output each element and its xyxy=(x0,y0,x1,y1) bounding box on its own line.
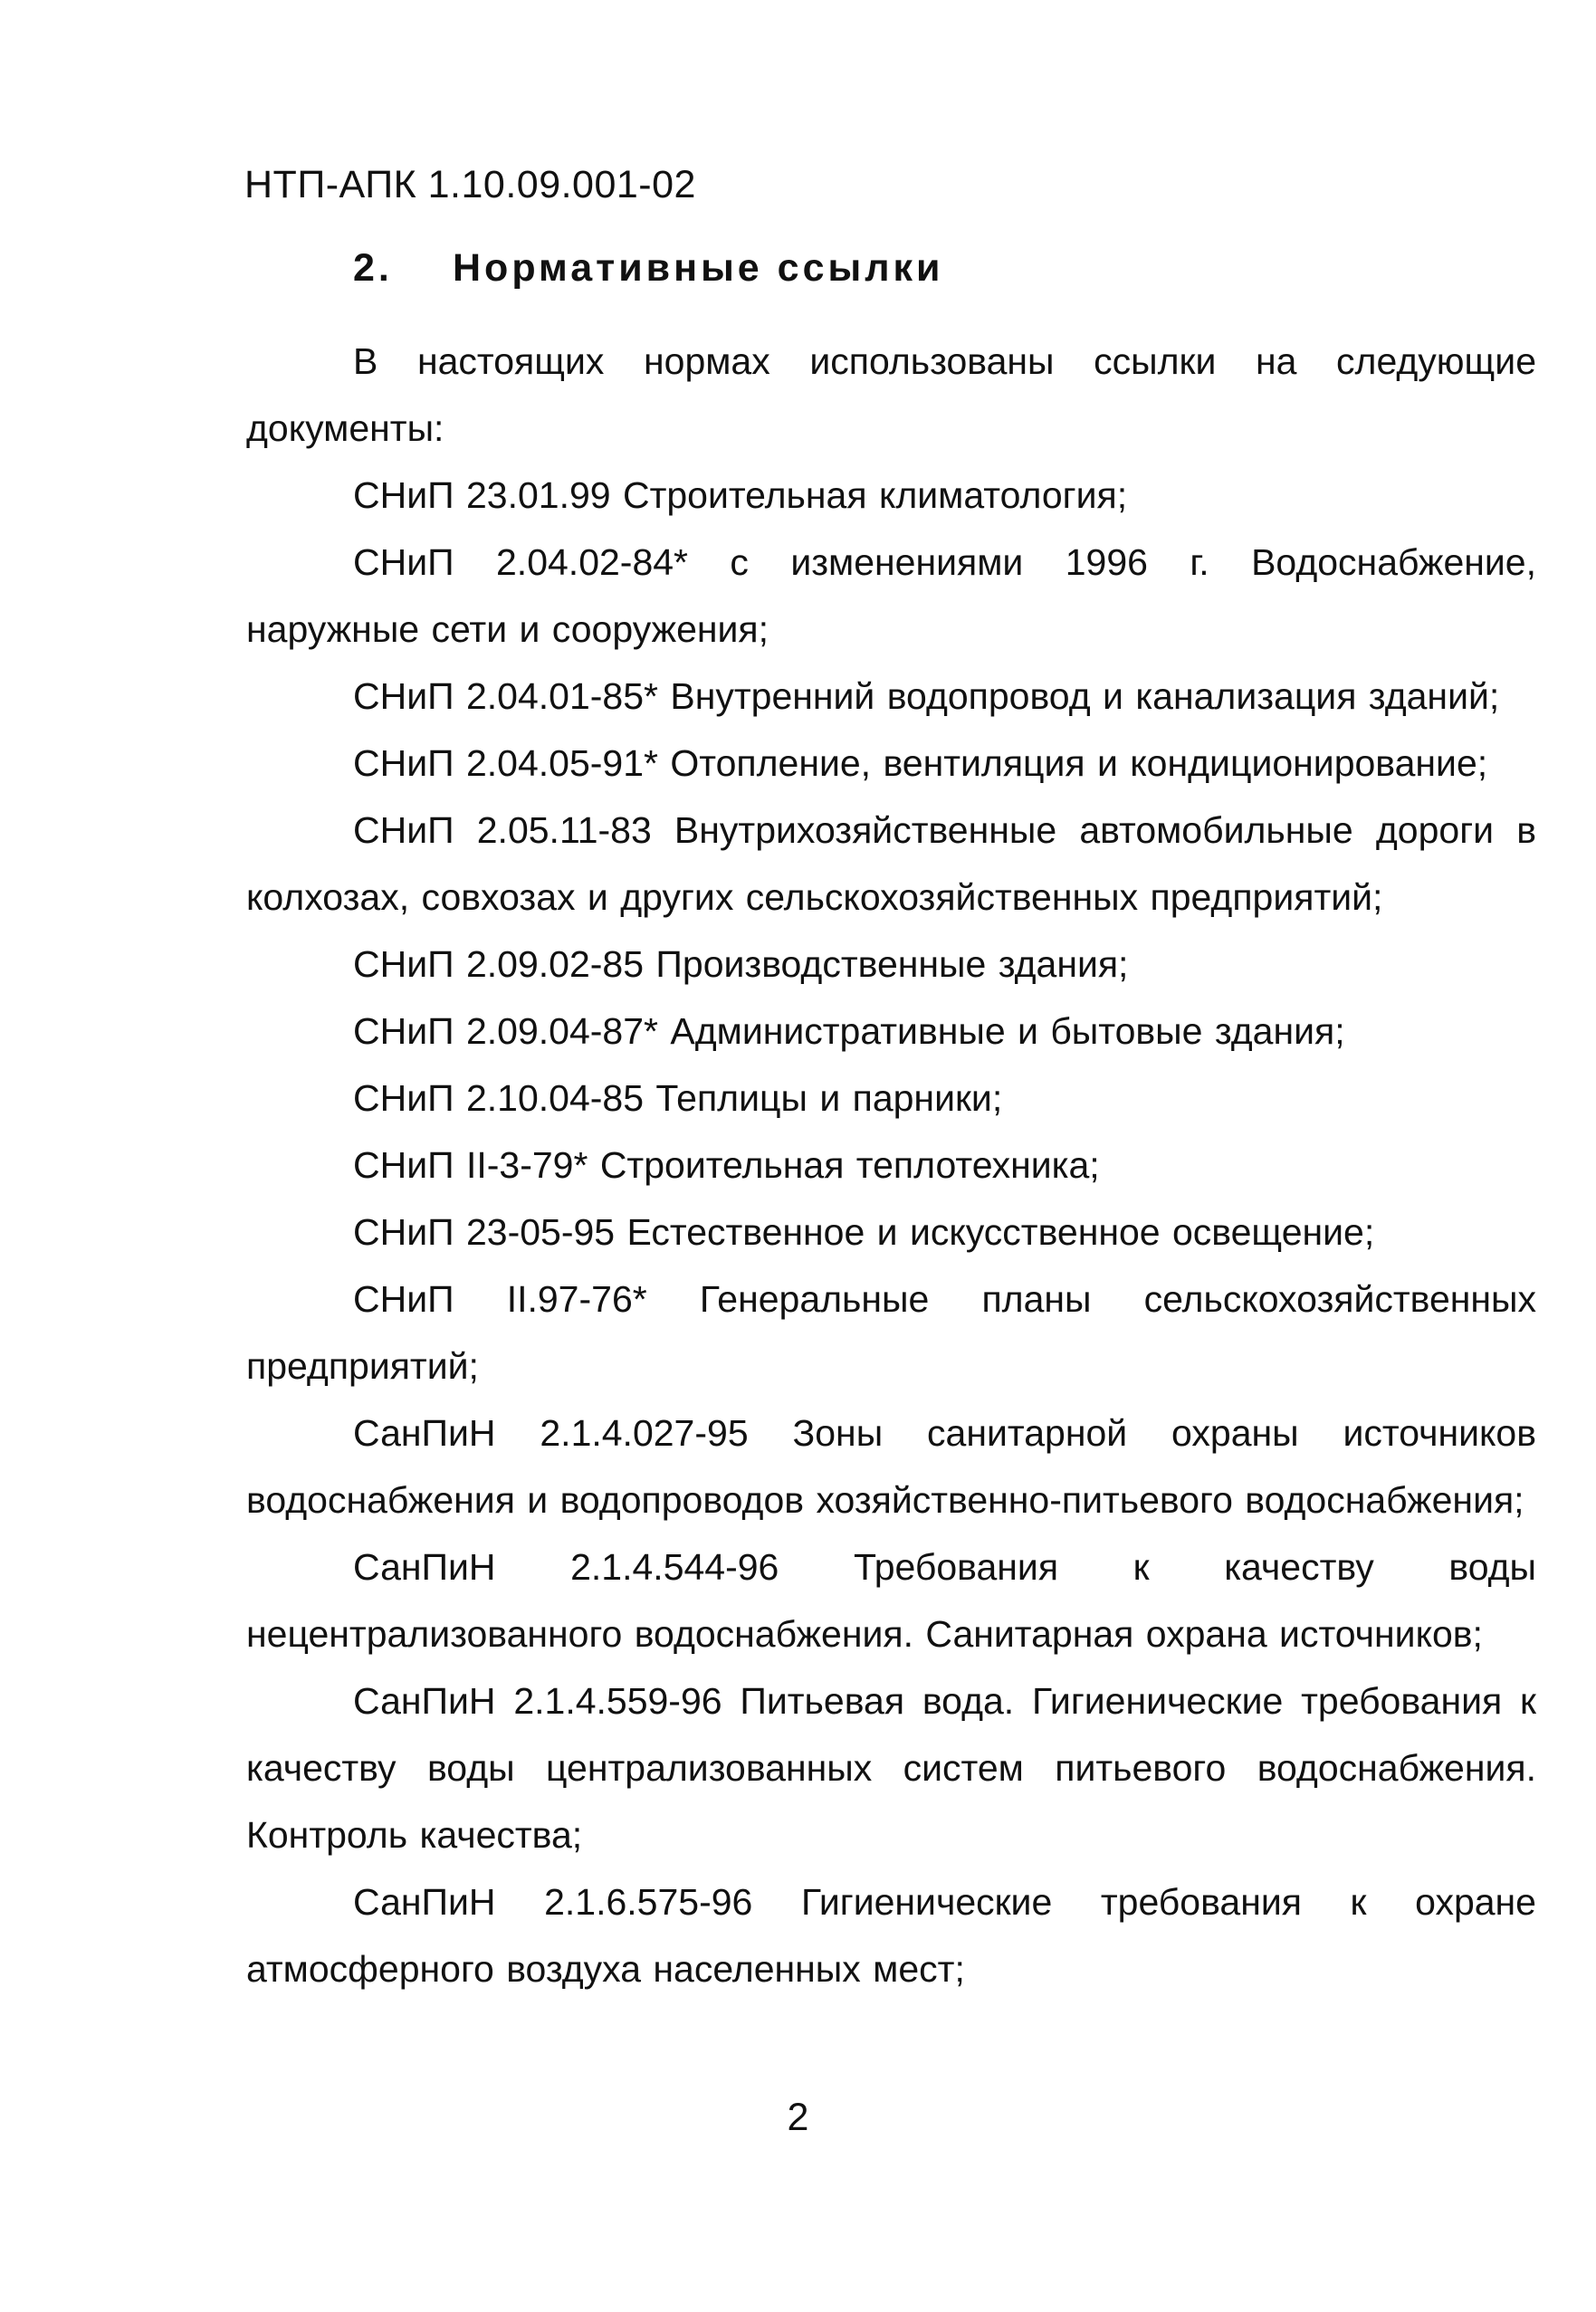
references-body xyxy=(246,328,1536,2002)
reference-item: СНиП 2.09.02-85 Производственные здания; xyxy=(353,943,1129,985)
reference-item: СНиП 2.04.01-85* Внутренний водопровод и канализация зданий; xyxy=(353,675,1500,717)
section-number: 2. xyxy=(353,246,393,290)
reference-item: СНиП II.97-76* Генеральные планы сельскохозяйственных предприятий; xyxy=(246,1278,1536,1387)
intro-paragraph: В настоящих нормах использованы ссылки на следующие документы: xyxy=(246,340,1536,449)
reference-item: СНиП 2.04.05-91* Отопление, вентиляция и кондиционирование; xyxy=(353,742,1488,784)
reference-item: СНиП 2.10.04-85 Теплицы и парники; xyxy=(353,1077,1003,1119)
document-code: НТП-АПК 1.10.09.001-02 xyxy=(244,163,696,206)
reference-item: СанПиН 2.1.6.575-96 Гигиенические требования к охране атмосферного воздуха населенных мест; xyxy=(246,1881,1536,1990)
section-title: Нормативные ссылки xyxy=(453,246,944,290)
reference-item: СанПиН 2.1.4.559-96 Питьевая вода. Гигиенические требования к качеству воды централизованных систем питьевого водоснабжения. Контроль качества; xyxy=(246,1680,1536,1856)
reference-item: СНиП 23-05-95 Естественное и искусственное освещение; xyxy=(353,1211,1375,1253)
page-number: 2 xyxy=(787,2096,809,2139)
reference-item: СНиП 2.04.02-84* с изменениями 1996 г. Водоснабжение, наружные сети и сооружения; xyxy=(246,541,1536,650)
reference-item: СанПиН 2.1.4.544-96 Требования к качеству воды нецентрализованного водоснабжения. Санитарная охрана источников; xyxy=(246,1546,1536,1655)
reference-item: СНиП II-3-79* Строительная теплотехника; xyxy=(353,1144,1100,1186)
reference-item: СНиП 2.09.04-87* Административные и бытовые здания; xyxy=(353,1010,1345,1052)
section-heading xyxy=(353,246,943,291)
reference-item: СанПиН 2.1.4.027-95 Зоны санитарной охраны источников водоснабжения и водопроводов хозяйственно-питьевого водоснабжения; xyxy=(246,1412,1536,1521)
reference-item: СНиП 23.01.99 Строительная климатология; xyxy=(353,474,1128,516)
reference-item: СНиП 2.05.11-83 Внутрихозяйственные автомобильные дороги в колхозах, совхозах и других сельскохозяйственных предприятий; xyxy=(246,809,1536,918)
